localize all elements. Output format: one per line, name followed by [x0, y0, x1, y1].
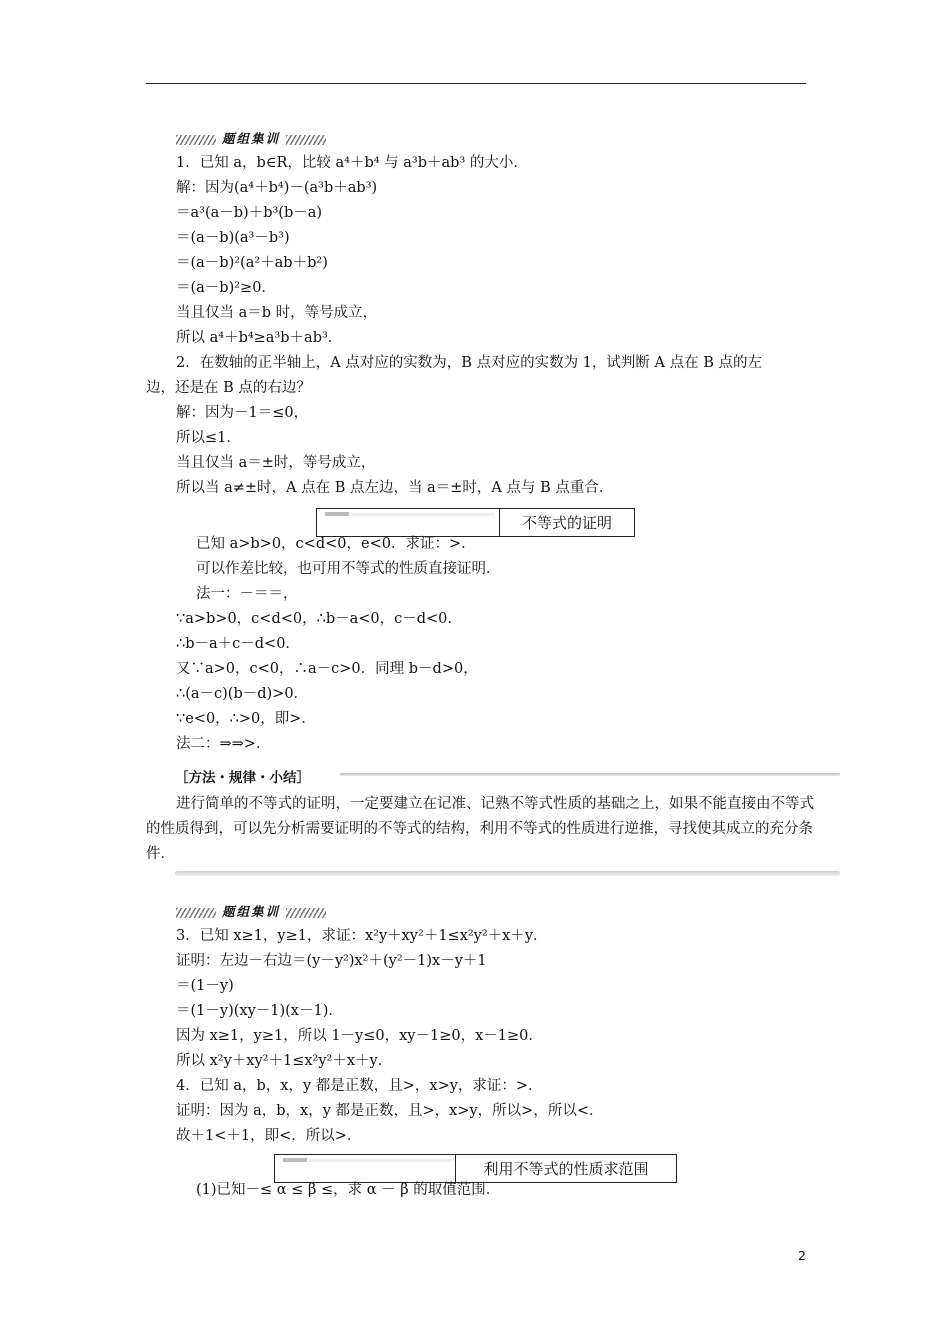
- text-line: ＝a³(a－b)＋b³(b－a): [176, 205, 323, 221]
- text-line: 可以作差比较，也可用不等式的性质直接证明．: [196, 561, 501, 577]
- topic-title: 利用不等式的性质求范围: [483, 1160, 649, 1178]
- slash-decoration-icon: [176, 908, 216, 918]
- text-line: ∴(a－c)(b－d)>0．: [176, 686, 309, 702]
- text-line: 法二：⇒⇒>．: [176, 736, 271, 752]
- text-line: ＝(1－y)(xy－1)(x－1)．: [176, 1003, 343, 1019]
- text-line: ＝(a－b)²(a²＋ab＋b²): [176, 255, 328, 271]
- text-line: 2．在数轴的正半轴上，A 点对应的实数为，B 点对应的实数为 1，试判断 A 点在 B 点的左: [176, 355, 762, 371]
- text-line: ∵e<0，∴>0，即>．: [176, 711, 316, 727]
- text-line: 所以≤1．: [176, 430, 241, 446]
- text-line: 1．已知 a，b∈R，比较 a⁴＋b⁴ 与 a³b＋ab³ 的大小．: [176, 155, 528, 171]
- method-divider-top: [340, 773, 840, 776]
- text-line: 故＋1<＋1，即<．所以>．: [176, 1128, 362, 1144]
- group-header-1: [176, 129, 326, 147]
- text-line: 解：因为(a⁴＋b⁴)－(a³b＋ab³): [176, 180, 378, 196]
- method-divider-bottom: [175, 871, 840, 876]
- text-line: 当且仅当 a＝±时，等号成立，: [176, 455, 376, 471]
- method-summary-header: ［方法・规律・小结］: [175, 770, 310, 786]
- text-line: ∴b－a＋c－d<0．: [176, 636, 300, 652]
- slash-decoration-icon: [286, 908, 326, 918]
- text-line: 4．已知 a，b，x，y 都是正数，且>，x>y，求证：>．: [176, 1078, 543, 1094]
- slash-decoration-icon: [176, 135, 216, 145]
- topic-tag: [275, 1155, 456, 1182]
- text-line: ＝(1－y): [176, 978, 234, 994]
- topic-title: 不等式的证明: [521, 514, 612, 532]
- text-line: 又∵a>0，c<0，∴a－c>0．同理 b－d>0，: [176, 661, 478, 677]
- text-line: 当且仅当 a＝b 时，等号成立，: [176, 305, 378, 321]
- text-line: 所以当 a≠±时，A 点在 B 点左边，当 a＝±时，A 点与 B 点重合．: [176, 480, 614, 496]
- text-line: 证明：因为 a，b，x，y 都是正数，且>，x>y，所以>，所以<．: [176, 1103, 604, 1119]
- topic-box-2: [274, 1154, 677, 1183]
- text-line: ＝(a－b)(a³－b³): [176, 230, 290, 246]
- text-line: 因为 x≥1，y≥1，所以 1－y≤0，xy－1≥0，x－1≥0．: [176, 1028, 543, 1044]
- group-header-2: [176, 902, 326, 920]
- group-header-label: 题组集训: [222, 131, 281, 146]
- text-line: (1)已知－≤ α ≤ β ≤，求 α － β 的取值范围．: [196, 1182, 501, 1198]
- page-number: 2: [798, 1248, 806, 1263]
- text-line: 证明：左边－右边＝(y－y²)x²＋(y²－1)x－y＋1: [176, 953, 487, 969]
- text-line: ∵a>b>0，c<d<0，∴b－a<0，c－d<0．: [176, 611, 462, 627]
- slash-decoration-icon: [286, 135, 326, 145]
- header-rule: [146, 83, 806, 84]
- text-line: 边，还是在 B 点的右边？: [146, 380, 311, 396]
- topic-box-1: [316, 508, 635, 537]
- group-header-label: 题组集训: [222, 904, 281, 919]
- text-line: 已知 a>b>0，c<d<0，e<0．求证：>．: [196, 536, 476, 552]
- topic-tag: [317, 509, 500, 536]
- text-line: ＝(a－b)²≥0．: [176, 280, 276, 296]
- text-line: 解：因为－1＝≤0，: [176, 405, 309, 421]
- text-line: 所以 x²y＋xy²＋1≤x²y²＋x＋y．: [176, 1053, 393, 1069]
- text-line: 法一：－＝＝，: [196, 586, 298, 602]
- text-line: 3．已知 x≥1，y≥1，求证：x²y＋xy²＋1≤x²y²＋x＋y．: [176, 928, 548, 944]
- text-line: 所以 a⁴＋b⁴≥a³b＋ab³．: [176, 330, 343, 346]
- method-summary-text: 进行简单的不等式的证明，一定要建立在记准、记熟不等式性质的基础之上，如果不能直接由不等式的性质得到，可以先分析需要证明的不等式的结构，利用不等式的性质进行逆推，寻找使其成立的充分条件．: [146, 796, 814, 862]
